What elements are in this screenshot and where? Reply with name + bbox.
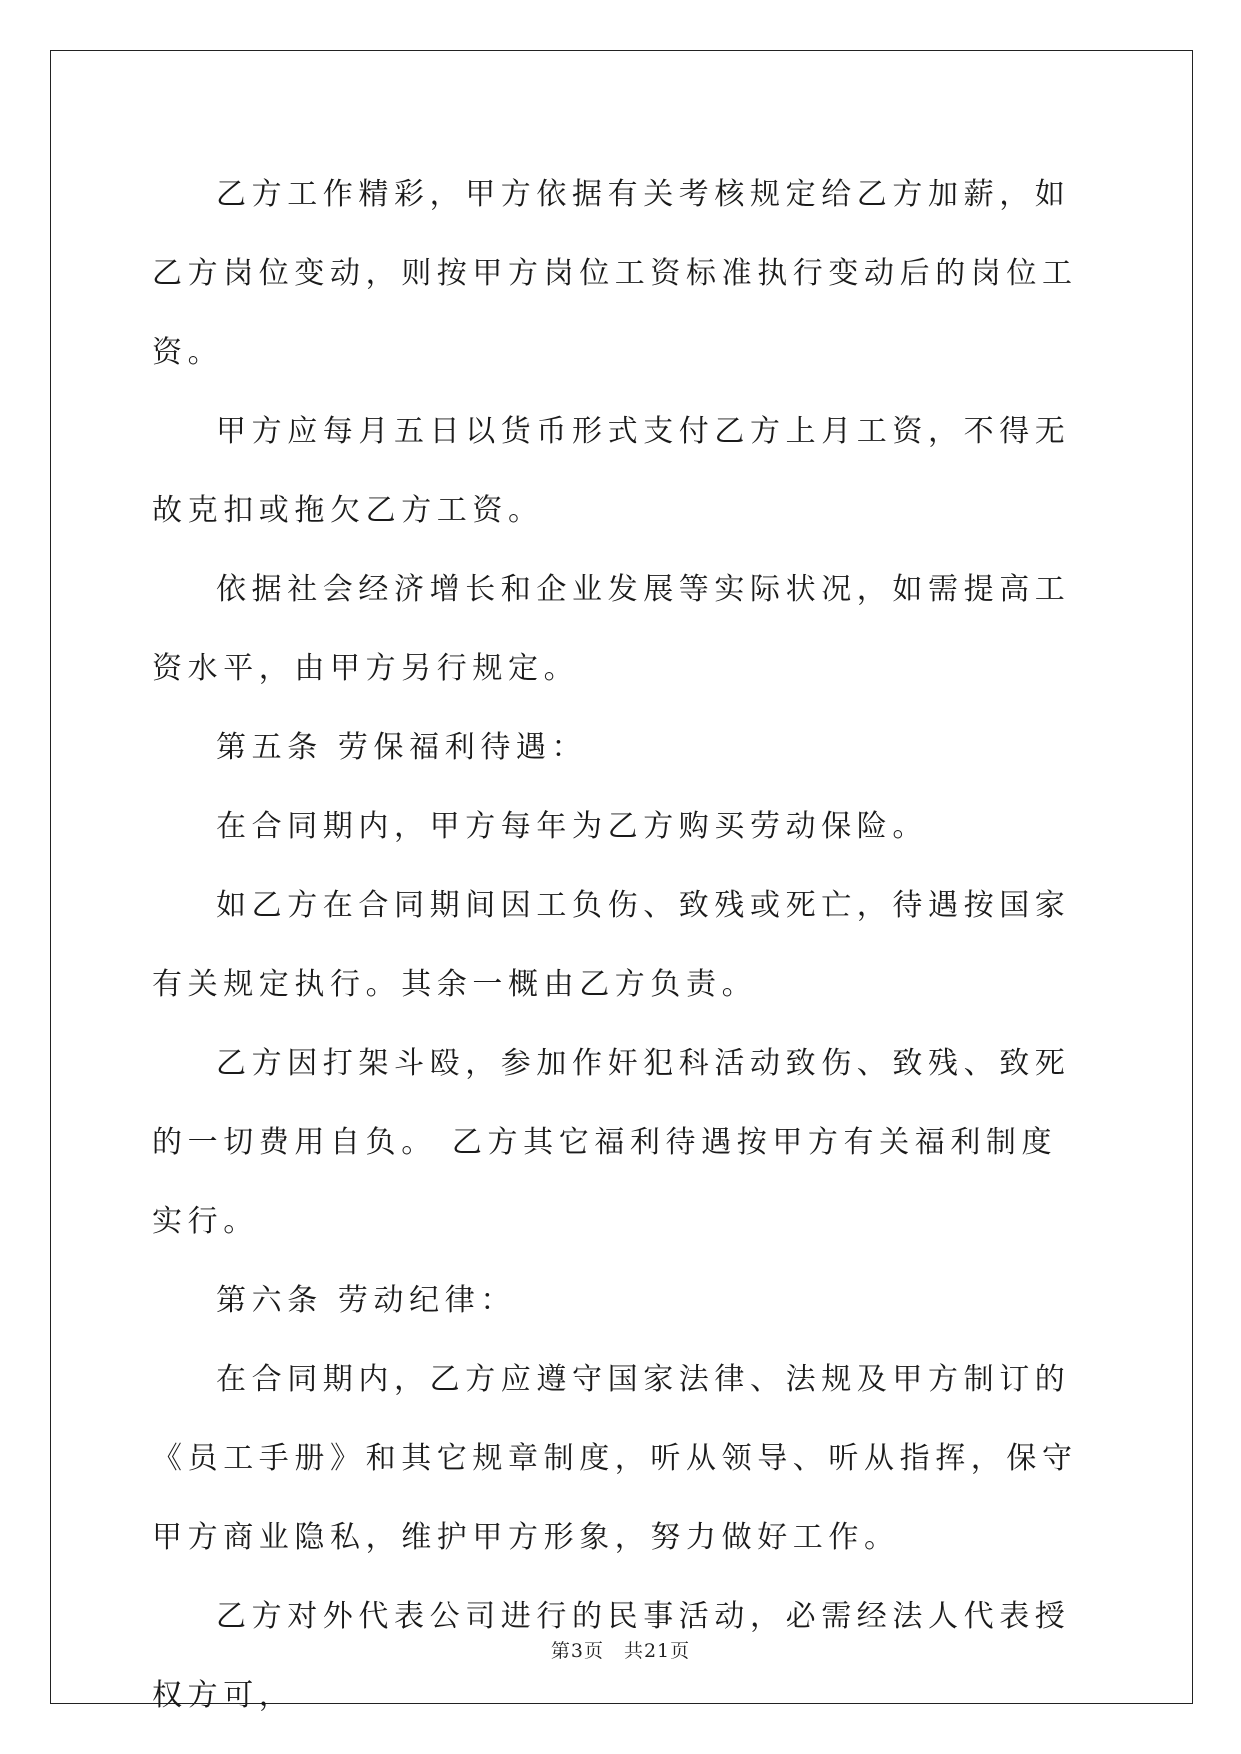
paragraph: 乙方对外代表公司进行的民事活动，必需经法人代表授权方可， [152, 1599, 1071, 1713]
paragraph: 如乙方在合同期间因工负伤、致残或死亡，待遇按国家有关规定执行。其余一概由乙方负责。 [152, 888, 1071, 1002]
paragraph: 在合同期内，甲方每年为乙方购买劳动保险。 [216, 809, 928, 844]
paragraph: 乙方因打架斗殴，参加作奸犯科活动致伤、致残、致死的一切费用自负。 乙方其它福利待遇按甲方有关福利制度实行。 [152, 1046, 1071, 1239]
paragraph: 依据社会经济增长和企业发展等实际状况，如需提高工资水平，由甲方另行规定。 [152, 572, 1071, 686]
document-body [152, 155, 1092, 1735]
page-number-footer: 第3页 共21页 [550, 1640, 691, 1662]
section-heading: 第六条 劳动纪律： [216, 1283, 516, 1318]
paragraph: 在合同期内，乙方应遵守国家法律、法规及甲方制订的《员工手册》和其它规章制度，听从领导、听从指挥，保守甲方商业隐私，维护甲方形象，努力做好工作。 [152, 1362, 1078, 1555]
section-heading: 第五条 劳保福利待遇： [216, 730, 588, 765]
paragraph: 甲方应每月五日以货币形式支付乙方上月工资，不得无故克扣或拖欠乙方工资。 [152, 414, 1071, 528]
paragraph: 乙方工作精彩，甲方依据有关考核规定给乙方加薪，如乙方岗位变动，则按甲方岗位工资标准执行变动后的岗位工资。 [152, 177, 1078, 370]
